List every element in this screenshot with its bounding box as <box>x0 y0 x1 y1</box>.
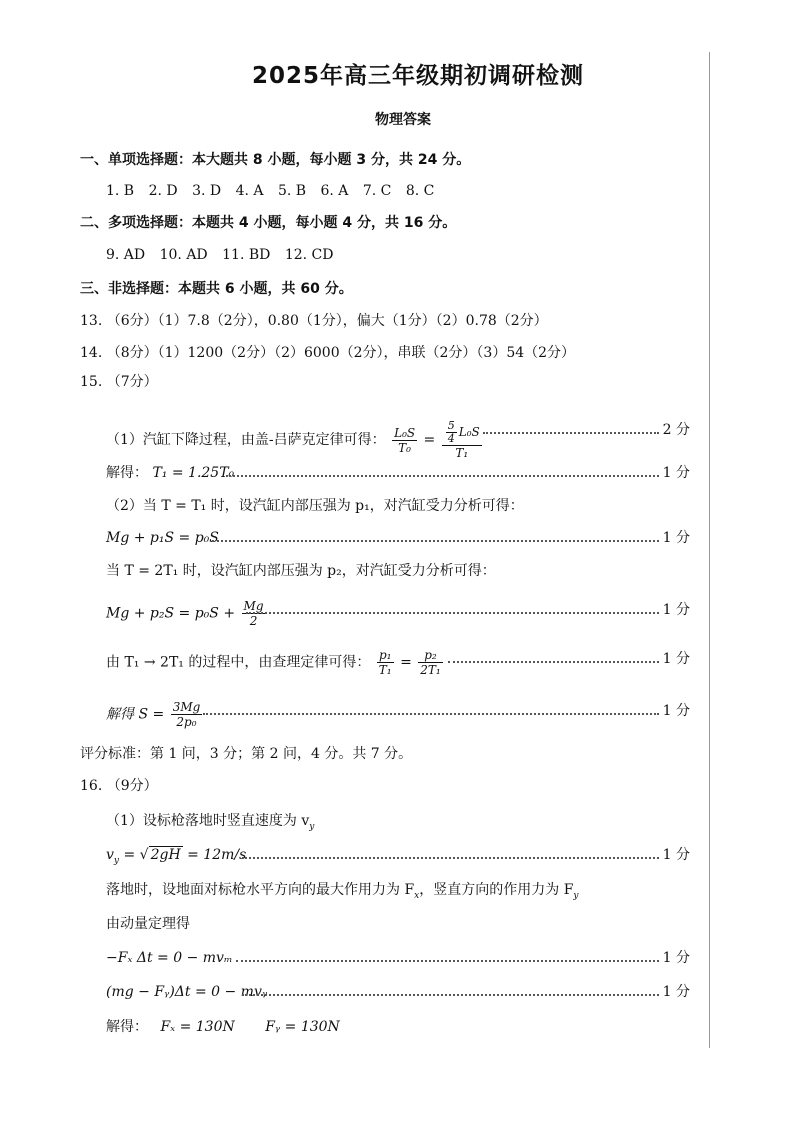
q15-solution1 <box>106 463 234 483</box>
solution-expr: T₁ = 1.25T₀ <box>152 465 235 481</box>
q16-part3-text: 由动量定理得 <box>106 916 190 932</box>
frac-den: T₁ <box>455 446 469 460</box>
score: 1 分 <box>662 530 690 546</box>
frac-den: 2 <box>249 614 258 628</box>
q15-part4-text: 由 T₁ → 2T₁ 的过程中，由查理定律可得： <box>106 654 371 671</box>
solution-fx: Fₓ = 130N <box>160 1019 235 1035</box>
q16-solution <box>106 1017 340 1037</box>
eq-prefix: Mg + p₂S = p₀S + <box>106 605 236 622</box>
frac-num-tail: L₀S <box>458 425 480 439</box>
section3-heading: 三、非选择题：本题共 6 小题，共 60 分。 <box>80 281 353 297</box>
frac-num: p₁ <box>377 648 394 663</box>
answer-3: 3. D <box>192 183 222 199</box>
section2-answers <box>106 245 343 265</box>
leader-dots <box>203 713 659 715</box>
score: 1 分 <box>662 847 690 863</box>
q15-part1-text: （1）汽缸下降过程，由盖-吕萨克定律可得： <box>106 432 386 448</box>
q16-eq1: $v_y$ = √ 2gH = 12m/s <box>106 847 247 866</box>
solution-fy: Fᵧ = 130N <box>265 1019 340 1035</box>
q15-solution2 <box>106 700 204 729</box>
q15-header: 15. （7分） <box>80 374 158 390</box>
answer-7: 7. C <box>362 183 392 199</box>
q15-part4: 由 T₁ → 2T₁ 的过程中，由查理定律可得： $\frac{\text{p₁}}{\text{T₁}}$ = $\frac{\text{p₂}}{\text{2T₁}}$ <box>106 648 441 677</box>
q16-part2-mid: ，竖直方向的作用力为 F <box>419 882 574 898</box>
q15-grading: 评分标准：第 1 问，3 分；第 2 问，4 分。共 7 分。 <box>80 746 413 762</box>
q15-frac-left <box>392 426 417 455</box>
frac-3mg-2p0 <box>171 700 203 729</box>
frac-p1-t1 <box>377 648 394 677</box>
frac-num: 5 <box>447 419 455 432</box>
sqrt-radicand: 2gH <box>150 847 181 863</box>
score: 1 分 <box>662 984 690 1000</box>
frac-num: Mg <box>243 599 264 613</box>
q16-part1-text: （1）设标枪落地时竖直速度为 v <box>106 813 310 829</box>
q15-part1: （1）汽缸下降过程，由盖-吕萨克定律可得： $\frac{\text{L₀S}}{\text{T₀}}$ = $\frac{5}{4}$ L₀S T₁ <box>106 419 480 460</box>
leader-dots <box>236 960 659 962</box>
q15-frac-right <box>442 420 482 460</box>
frac-den: 2p₀ <box>176 715 197 729</box>
frac-p2-2t1 <box>418 648 442 677</box>
q16-eq2: −Fₓ Δt = 0 − mvₘ <box>106 950 233 966</box>
leader-dots <box>246 612 659 614</box>
q16-part2-text: 落地时，设地面对标枪水平方向的最大作用力为 F <box>106 882 415 898</box>
subscript: x <box>414 890 420 901</box>
q15-eq1: Mg + p₁S = p₀S <box>106 530 219 546</box>
q16-eq3: (mg − Fᵧ)Δt = 0 − mvᵧ <box>106 984 268 1000</box>
frac-den: T₀ <box>398 440 411 455</box>
score: 1 分 <box>662 651 690 667</box>
subscript: y <box>573 890 579 901</box>
answer-12: 12. CD <box>284 247 334 263</box>
frac-num: 3Mg <box>172 700 201 714</box>
leader-dots <box>226 475 659 477</box>
section1-answers <box>106 181 444 201</box>
margin-rule <box>709 52 710 1048</box>
answer-5: 5. B <box>277 183 307 199</box>
frac-den: 2T₁ <box>420 663 441 677</box>
eq-tail: = 12m/s <box>182 847 247 863</box>
answer-1: 1. B <box>106 183 135 199</box>
section1-heading: 一、单项选择题：本大题共 8 小题，每小题 3 分，共 24 分。 <box>80 152 471 168</box>
page-subtitle: 物理答案 <box>375 112 431 128</box>
page-title: 2025年高三年级期初调研检测 <box>252 63 585 89</box>
q15-eq2 <box>106 599 268 628</box>
q15-part3-text: 当 T = 2T₁ 时，设汽缸内部压强为 p₂，对汽缸受力分析可得： <box>106 563 496 579</box>
solution-label: 解得 S = <box>106 706 165 723</box>
frac-num: p₂ <box>418 648 442 663</box>
score: 2 分 <box>662 422 690 438</box>
frac-num-compound <box>442 420 482 446</box>
leader-dots <box>242 994 659 996</box>
score: 1 分 <box>662 465 690 481</box>
q15-part2-text: （2）当 T = T₁ 时，设汽缸内部压强为 p₁，对汽缸受力分析可得： <box>106 498 524 514</box>
score: 1 分 <box>662 602 690 618</box>
answer-11: 11. BD <box>222 247 271 263</box>
answer-6: 6. A <box>320 183 349 199</box>
answer-2: 2. D <box>148 183 178 199</box>
q14-answer: 14. （8分）（1）1200（2分）（2）6000（2分），串联（2分）（3）54（2分） <box>80 345 576 361</box>
score: 1 分 <box>662 950 690 966</box>
leader-dots <box>212 540 659 542</box>
solution-label: 解得： <box>106 465 148 481</box>
subscript: y <box>113 855 120 866</box>
q16-part2 <box>106 880 579 906</box>
leader-dots <box>242 857 659 859</box>
answer-8: 8. C <box>405 183 435 199</box>
q16-part1 <box>106 811 314 837</box>
answer-4: 4. A <box>235 183 264 199</box>
frac-five-quarters <box>446 420 457 445</box>
score: 1 分 <box>662 703 690 719</box>
frac-num: L₀S <box>394 425 416 440</box>
eq-equals: = <box>119 847 140 863</box>
eq-var: v <box>106 847 114 863</box>
leader-dots <box>448 661 659 663</box>
subscript: y <box>309 821 315 832</box>
section2-heading: 二、多项选择题：本题共 4 小题，每小题 4 分，共 16 分。 <box>80 215 457 231</box>
solution-label: 解得： <box>106 1019 148 1035</box>
leader-dots <box>483 432 659 434</box>
q16-header: 16. （9分） <box>80 778 158 794</box>
q13-answer: 13. （6分）（1）7.8（2分），0.80（1分），偏大（1分）（2）0.78（2分） <box>80 313 548 329</box>
answer-10: 10. AD <box>159 247 208 263</box>
frac-den: T₁ <box>378 663 392 677</box>
frac-den: 4 <box>447 432 455 445</box>
answer-9: 9. AD <box>106 247 146 263</box>
